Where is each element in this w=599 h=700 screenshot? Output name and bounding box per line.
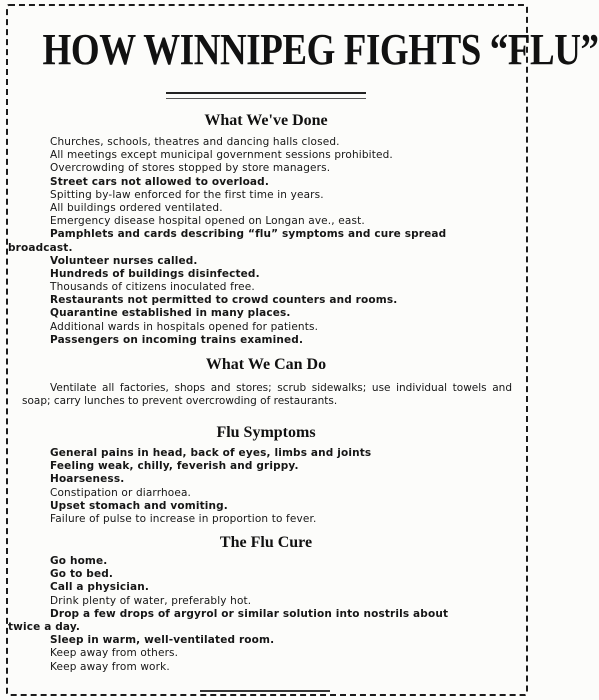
- cure-list-item: [50, 555, 520, 568]
- cure-item-text: Call a physician.: [50, 581, 149, 594]
- done-list-item: [50, 307, 520, 320]
- cure-item-continuation: twice a day.: [8, 620, 81, 633]
- symptoms-list: [50, 447, 520, 526]
- done-item-text: Emergency disease hospital opened on Longan ave., east.: [50, 215, 365, 228]
- section-title-cure: The Flu Cure: [219, 534, 313, 551]
- section-title-done: What We've Done: [204, 112, 328, 129]
- done-list-item: [8, 228, 520, 254]
- cure-item-text: Go to bed.: [50, 568, 114, 581]
- done-item-text: Restaurants not permitted to crowd counters and rooms.: [50, 294, 398, 307]
- done-list-item: [50, 281, 520, 294]
- done-list-item: [50, 334, 520, 347]
- cure-list-item: [50, 568, 520, 581]
- can-do-paragraph: [22, 382, 512, 408]
- symptoms-item-text: Hoarseness.: [50, 473, 125, 486]
- done-list-item: [50, 255, 520, 268]
- symptoms-item-text: Constipation or diarrhoea.: [50, 486, 192, 499]
- cure-item-text: Sleep in warm, well-ventilated room.: [50, 634, 275, 647]
- symptoms-item-text: Failure of pulse to increase in proportion to fever.: [50, 512, 317, 525]
- done-item-text: Passengers on incoming trains examined.: [50, 333, 304, 346]
- symptoms-list-item: [50, 487, 520, 500]
- cure-item-text: Drink plenty of water, preferably hot.: [50, 594, 252, 607]
- done-item-text: All meetings except municipal government sessions prohibited.: [50, 149, 393, 162]
- symptoms-list-item: [50, 500, 520, 513]
- symptoms-list-item: [50, 473, 520, 486]
- cure-list: [8, 555, 520, 674]
- symptoms-list-item: [50, 513, 520, 526]
- bottom-rule: [200, 690, 330, 695]
- done-item-text: Pamphlets and cards describing “flu” symptoms and cure spread: [50, 228, 447, 241]
- done-list-item: [50, 215, 520, 228]
- done-item-text: Churches, schools, theatres and dancing halls closed.: [50, 136, 340, 148]
- done-list: [8, 136, 520, 347]
- done-list-item: [50, 176, 520, 189]
- section-title-can-do: What We Can Do: [205, 356, 327, 373]
- done-item-continuation: broadcast.: [8, 241, 73, 254]
- done-item-text: All buildings ordered ventilated.: [50, 201, 223, 214]
- headline: HOW WINNIPEG FIGHTS “FLU”: [42, 25, 599, 74]
- done-item-text: Thousands of citizens inoculated free.: [50, 281, 255, 294]
- section-title-symptoms: Flu Symptoms: [216, 424, 316, 441]
- done-list-item: [50, 189, 520, 202]
- cure-list-item: [50, 634, 520, 647]
- symptoms-list-item: [50, 447, 520, 460]
- done-list-item: [50, 294, 520, 307]
- done-list-item: [50, 202, 520, 215]
- done-item-text: Spitting by-law enforced for the first time in years.: [50, 188, 324, 201]
- done-item-text: Quarantine established in many places.: [50, 307, 291, 320]
- symptoms-item-text: Feeling weak, chilly, feverish and grippy.: [50, 460, 299, 473]
- done-item-text: Street cars not allowed to overload.: [50, 175, 269, 188]
- done-item-text: Volunteer nurses called.: [50, 254, 198, 267]
- done-item-text: Additional wards in hospitals opened for patients.: [50, 320, 319, 333]
- cure-item-text: Keep away from others.: [50, 647, 179, 660]
- done-item-text: Overcrowding of stores stopped by store managers.: [50, 162, 331, 175]
- done-list-item: [50, 149, 520, 162]
- cure-list-item: [50, 647, 520, 660]
- done-list-item: [50, 162, 520, 175]
- done-item-text: Hundreds of buildings disinfected.: [50, 267, 260, 280]
- symptoms-item-text: General pains in head, back of eyes, limbs and joints: [50, 447, 372, 459]
- symptoms-item-text: Upset stomach and vomiting.: [50, 499, 228, 512]
- done-list-item: [50, 321, 520, 334]
- symptoms-list-item: [50, 460, 520, 473]
- done-list-item: [50, 136, 520, 149]
- cure-item-text: Go home.: [50, 555, 108, 567]
- can-do-text: Ventilate all factories, shops and stores; scrub sidewalks; use individual towels and soap; carry lunches to prevent overcrowding of restaurants.: [22, 382, 512, 407]
- cure-item-text: Keep away from work.: [50, 660, 170, 673]
- cure-list-item: [50, 661, 520, 674]
- cure-item-text: Drop a few drops of argyrol or similar solution into nostrils about: [50, 607, 449, 620]
- cure-list-item: [8, 607, 520, 634]
- cure-list-item: [50, 595, 520, 608]
- done-list-item: [50, 268, 520, 281]
- headline-rule: [166, 92, 366, 99]
- cure-list-item: [50, 581, 520, 594]
